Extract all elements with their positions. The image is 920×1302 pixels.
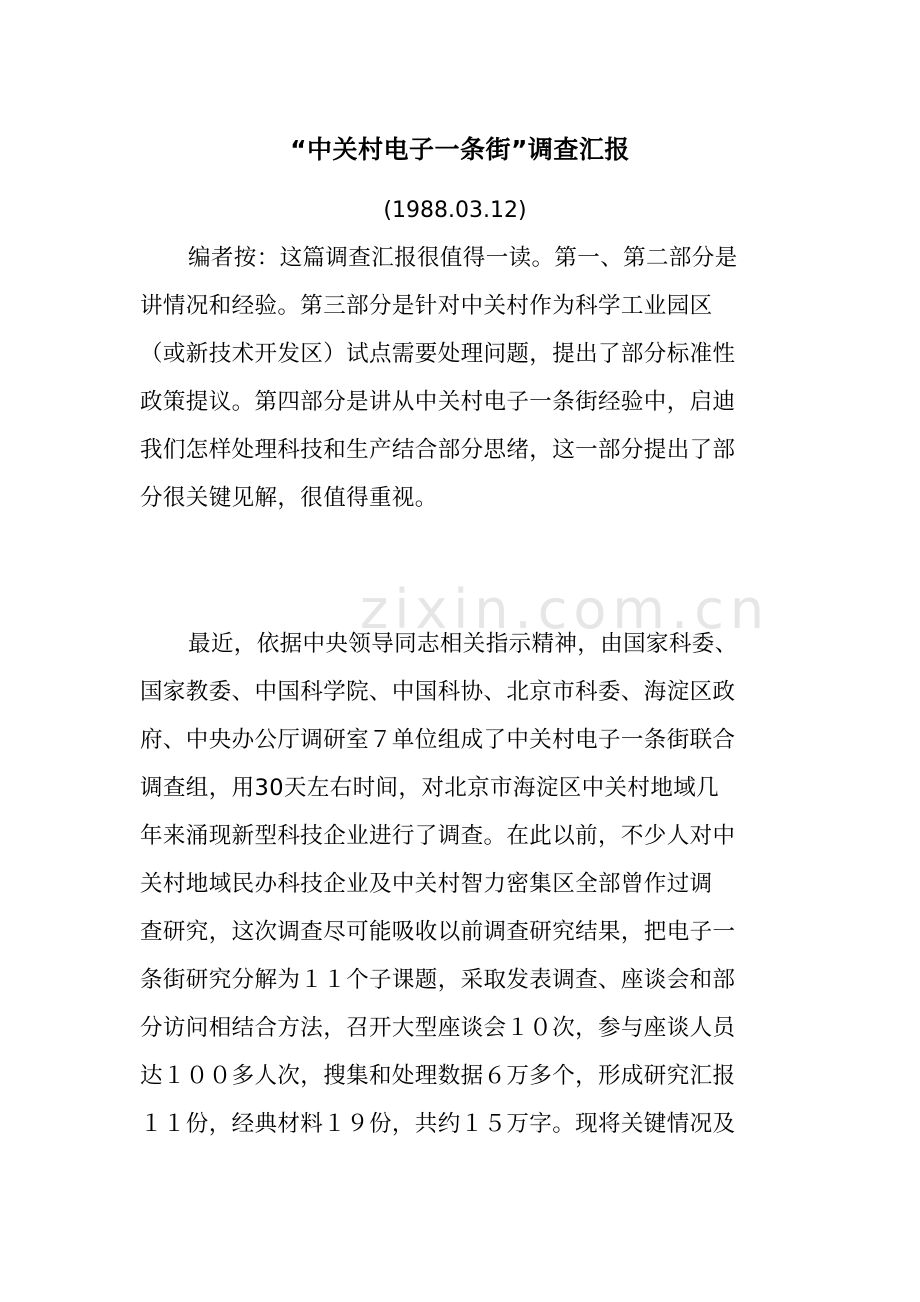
text-line: 查研究，这次调查尽可能吸收以前调查研究结果，把电子一: [140, 919, 736, 945]
text-line: 达１００多人次，搜集和处理数据６万多个，形成研究汇报: [140, 1063, 736, 1089]
text-line: 讲情况和经验。第三部分是针对中关村作为科学工业园区: [140, 293, 713, 319]
document-title: “中关村电子一条街”调查汇报: [290, 135, 630, 164]
text-line: 关村地域民办科技企业及中关村智力密集区全部曾作过调: [140, 871, 713, 897]
watermark: zixin.com.cn: [360, 578, 771, 641]
text-line: １１份，经典材料１９份，共约１５万字。现将关键情况及: [140, 1111, 736, 1137]
text-line: 年来涌现新型科技企业进行了调查。在此以前，不少人对中: [140, 823, 736, 849]
text-line: 我们怎样处理科技和生产结合部分思绪，这一部分提出了部: [140, 437, 736, 463]
body-paragraph: [140, 620, 800, 1148]
text-line: 编者按：这篇调查汇报很值得一读。第一、第二部分是: [188, 245, 738, 271]
text-line: 国家教委、中国科学院、中国科协、北京市科委、海淀区政: [140, 679, 736, 705]
text-line: 条街研究分解为１１个子课题，采取发表调查、座谈会和部: [140, 967, 736, 993]
text-line: 最近，依据中央领导同志相关指示精神，由国家科委、: [188, 631, 738, 657]
document-date: (1988.03.12): [383, 198, 527, 223]
text-line: 分很关键见解，很值得重视。: [140, 485, 438, 511]
text-line: （或新技术开发区）试点需要处理问题，提出了部分标准性: [140, 341, 736, 367]
text-line: 政策提议。第四部分是讲从中关村电子一条街经验中，启迪: [140, 389, 736, 415]
text-line: 分访问相结合方法，召开大型座谈会１０次，参与座谈人员: [140, 1015, 736, 1041]
editor-note-paragraph: [140, 234, 800, 522]
text-line: 府、中央办公厅调研室７单位组成了中关村电子一条街联合: [140, 727, 736, 753]
text-line: 调查组，用30天左右时间，对北京市海淀区中关村地域几: [140, 775, 720, 801]
